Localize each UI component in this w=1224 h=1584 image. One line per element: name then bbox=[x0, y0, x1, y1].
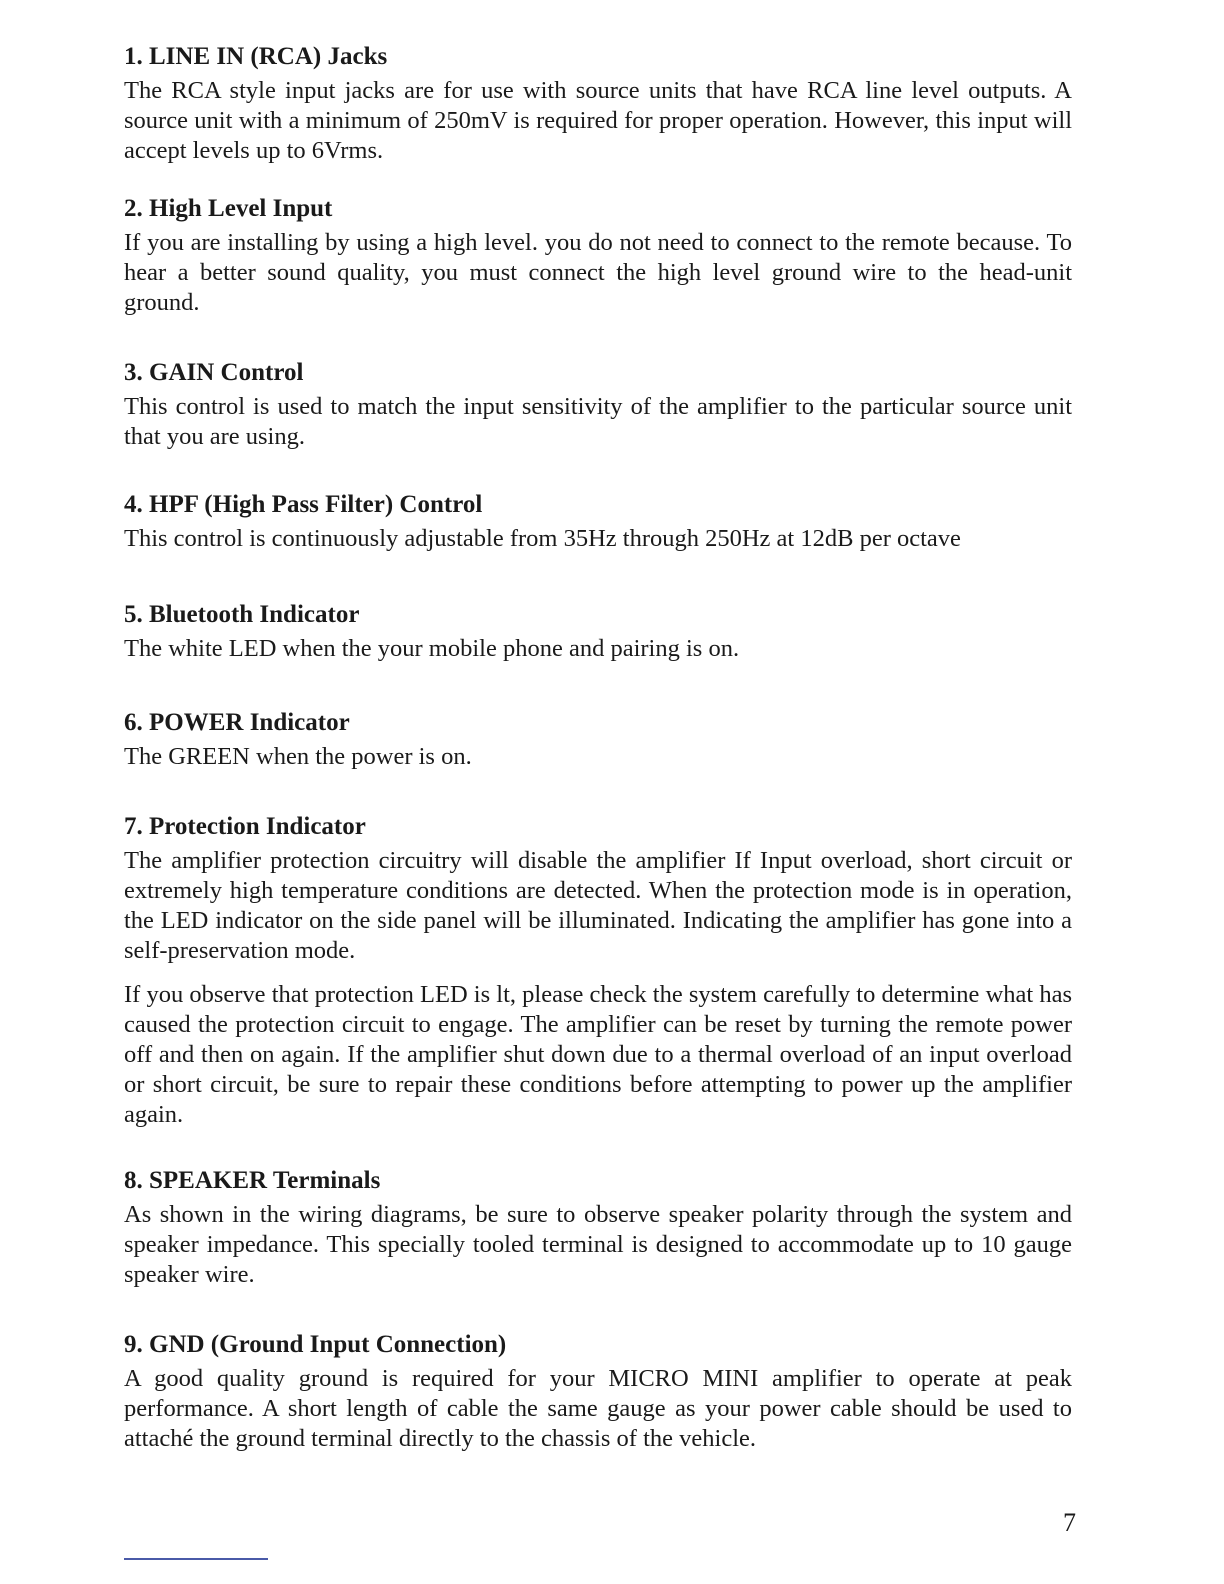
section-paragraph: This control is used to match the input sensitivity of the amplifier to the particular source unit that you are using. bbox=[124, 393, 1072, 450]
section-heading: 1. LINE IN (RCA) Jacks bbox=[124, 43, 388, 70]
section-ground-connection bbox=[124, 1330, 1072, 1454]
section-speaker-terminals bbox=[124, 1166, 1072, 1290]
bottom-divider bbox=[124, 1558, 268, 1560]
section-paragraph: If you observe that protection LED is lt, please check the system carefully to determine what has caused the protection circuit to engage. The amplifier can be reset by turning the remote power off and then on again. If the amplifier shut down due to a thermal overload of an input overload or short circuit, be sure to repair these conditions before attempting to power up the amplifier again. bbox=[124, 981, 1072, 1128]
section-protection-indicator bbox=[124, 812, 1072, 1130]
section-paragraph: The GREEN when the power is on. bbox=[124, 743, 472, 770]
section-bluetooth-indicator bbox=[124, 600, 739, 664]
section-heading: 5. Bluetooth Indicator bbox=[124, 601, 360, 628]
page-number: 7 bbox=[1063, 1508, 1076, 1537]
section-paragraph: The white LED when the your mobile phone and pairing is on. bbox=[124, 635, 740, 662]
section-heading: 6. POWER Indicator bbox=[124, 709, 350, 736]
section-heading: 7. Protection Indicator bbox=[124, 813, 366, 840]
section-heading: 3. GAIN Control bbox=[124, 359, 304, 386]
section-line-in bbox=[124, 42, 1072, 166]
section-paragraph: A good quality ground is required for your MICRO MINI amplifier to operate at peak performance. A short length of cable the same gauge as your power cable should be used to attaché the ground terminal directly to the chassis of the vehicle. bbox=[124, 1365, 1072, 1452]
section-hpf-control bbox=[124, 490, 961, 554]
section-paragraph: As shown in the wiring diagrams, be sure to observe speaker polarity through the system and speaker impedance. This specially tooled terminal is designed to accommodate up to 10 gauge speaker wire. bbox=[124, 1201, 1072, 1288]
section-heading: 8. SPEAKER Terminals bbox=[124, 1167, 381, 1194]
section-heading: 4. HPF (High Pass Filter) Control bbox=[124, 491, 483, 518]
section-power-indicator bbox=[124, 708, 472, 772]
section-high-level-input bbox=[124, 194, 1072, 318]
section-paragraph: If you are installing by using a high level. you do not need to connect to the remote because. To hear a better sound quality, you must connect the high level ground wire to the head-unit ground. bbox=[124, 229, 1072, 316]
section-paragraph: The amplifier protection circuitry will disable the amplifier If Input overload, short circuit or extremely high temperature conditions are detected. When the protection mode is in operation, the LED indicator on the side panel will be illuminated. Indicating the amplifier has gone into a self-preservation mode. bbox=[124, 847, 1072, 964]
section-gain-control bbox=[124, 358, 1072, 452]
section-heading: 2. High Level Input bbox=[124, 195, 333, 222]
section-paragraph: The RCA style input jacks are for use with source units that have RCA line level outputs. A source unit with a minimum of 250mV is required for proper operation. However, this input will accept levels up to 6Vrms. bbox=[124, 77, 1072, 164]
section-paragraph: This control is continuously adjustable from 35Hz through 250Hz at 12dB per octave bbox=[124, 525, 961, 552]
section-heading: 9. GND (Ground Input Connection) bbox=[124, 1331, 507, 1358]
